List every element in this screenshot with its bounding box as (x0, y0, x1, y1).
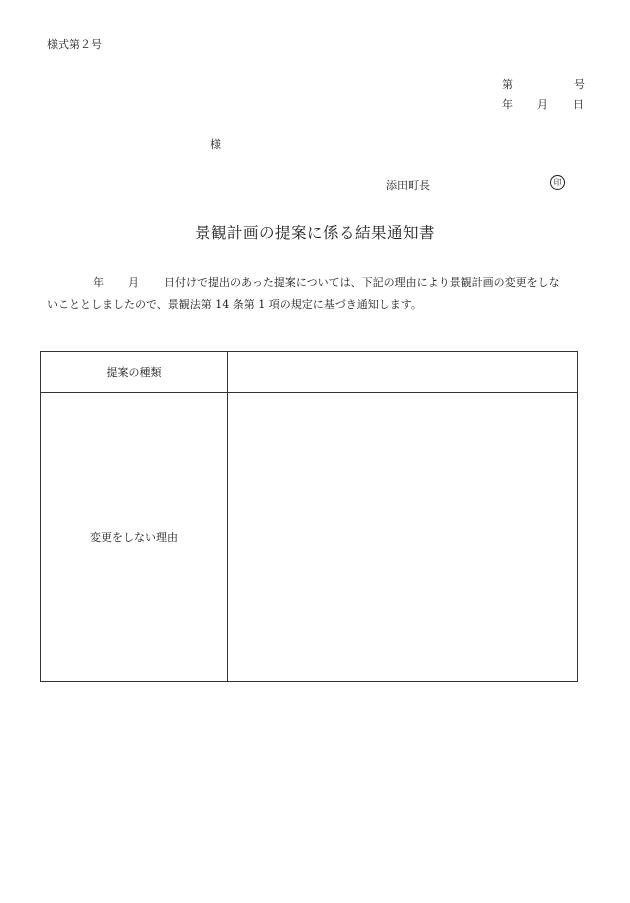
doc-number-prefix: 第 (502, 78, 513, 91)
addressee-honorific: 様 (210, 138, 221, 151)
body-line-1-text: 日付けで提出のあった提案については、下記の理由により景観計画の変更をしな (164, 276, 560, 289)
body-line-2: いこととしましたので、景観法第 14 条第 1 項の規定に基づき通知します。 (47, 298, 422, 311)
proposal-type-label: 提案の種類 (41, 352, 228, 393)
form-number: 様式第２号 (47, 38, 102, 51)
body-year-label: 年 (93, 276, 104, 289)
date-day-label: 日 (573, 98, 584, 111)
reason-label: 変更をしない理由 (41, 393, 228, 682)
table-row (41, 352, 578, 393)
date-month-label: 月 (537, 98, 548, 111)
date-year-label: 年 (502, 98, 513, 111)
body-month-label: 月 (128, 276, 139, 289)
proposal-table (40, 351, 578, 682)
body-line-1 (47, 274, 560, 290)
reason-value (228, 393, 578, 682)
seal-mark: 印 (550, 175, 565, 190)
table-row (41, 393, 578, 682)
document-title: 景観計画の提案に係る結果通知書 (194, 224, 435, 242)
sender-title: 添田町長 (386, 179, 430, 192)
proposal-type-value (228, 352, 578, 393)
doc-number-suffix: 号 (574, 78, 585, 91)
